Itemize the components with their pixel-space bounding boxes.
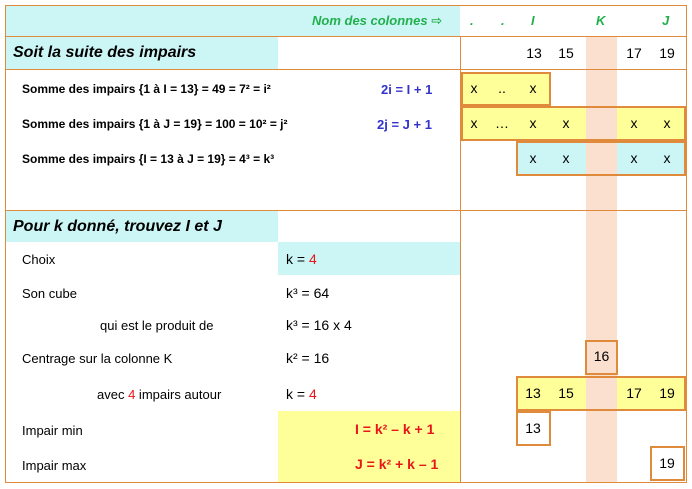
- column-k-header: K: [596, 13, 606, 28]
- x-mark: x: [470, 115, 478, 131]
- x-mark: x: [630, 115, 638, 131]
- k-value: 4: [308, 251, 317, 267]
- x-mark: x: [529, 80, 537, 96]
- x-mark: x: [562, 150, 570, 166]
- columns-label: Nom des colonnes ⇨: [312, 13, 443, 28]
- column-j-header: J: [662, 13, 670, 28]
- dots-mark: ..: [498, 80, 506, 96]
- column-i-header: I: [531, 13, 535, 28]
- grid-line: [6, 210, 686, 211]
- odd-number: 17: [626, 385, 642, 401]
- column-k-band: [586, 36, 617, 482]
- top-number: 17: [626, 45, 642, 61]
- x-mark: x: [663, 150, 671, 166]
- row-label-min: Impair min: [22, 423, 83, 438]
- odd-number: 19: [659, 385, 675, 401]
- max-formula: J = k² + k – 1: [355, 456, 439, 472]
- x-mark: x: [562, 115, 570, 131]
- relation-row2: 2j = J + 1: [377, 117, 432, 132]
- max-cell-value: 19: [659, 455, 675, 471]
- x-mark: x: [630, 150, 638, 166]
- column-dot-2: .: [501, 13, 505, 28]
- row-label-centering: Centrage sur la colonne K: [22, 351, 173, 366]
- section2-title: Pour k donné, trouvez I et J: [13, 218, 222, 235]
- k-cell-value: 16: [593, 348, 610, 364]
- top-number: 19: [659, 45, 675, 61]
- sum-formula-row1: Somme des impairs {1 à I = 13} = 49 = 7² = i²: [22, 82, 271, 96]
- row-label-surrounding: avec 4 impairs autour: [97, 387, 222, 402]
- row-label-choice: Choix: [22, 252, 56, 267]
- k-band-cell: [586, 378, 617, 409]
- odd-number: 15: [558, 385, 574, 401]
- min-cell-value: 13: [525, 420, 541, 436]
- row-label-max: Impair max: [22, 458, 87, 473]
- odd-number: 13: [525, 385, 541, 401]
- sum-formula-row3: Somme des impairs {I = 13 à J = 19} = 4³ = k³: [22, 152, 275, 166]
- x-mark: x: [529, 115, 537, 131]
- column-dot-1: .: [470, 13, 474, 28]
- grid-line: [6, 36, 686, 37]
- choice-value: k = 4: [286, 251, 317, 267]
- relation-row1: 2i = I + 1: [381, 82, 433, 97]
- surrounding-value: k = 4: [286, 386, 317, 402]
- dots-mark: …: [495, 115, 509, 131]
- grid-line: [6, 69, 686, 70]
- cube-value: k³ = 64: [286, 285, 330, 301]
- min-formula: I = k² – k + 1: [355, 421, 435, 437]
- k-band-cell: [586, 143, 617, 174]
- row-label-cube: Son cube: [22, 286, 77, 301]
- sum-formula-row2: Somme des impairs {1 à J = 19} = 100 = 10² = j²: [22, 117, 288, 131]
- x-mark: x: [470, 80, 478, 96]
- centering-value: k² = 16: [286, 350, 330, 366]
- section1-title: Soit la suite des impairs: [13, 44, 197, 61]
- row-label-product: qui est le produit de: [100, 318, 214, 333]
- x-mark: x: [663, 115, 671, 131]
- k-band-cell: [586, 108, 617, 139]
- top-number: 15: [558, 45, 574, 61]
- top-number: 13: [526, 45, 542, 61]
- x-mark: x: [529, 150, 537, 166]
- product-value: k³ = 16 x 4: [286, 317, 352, 333]
